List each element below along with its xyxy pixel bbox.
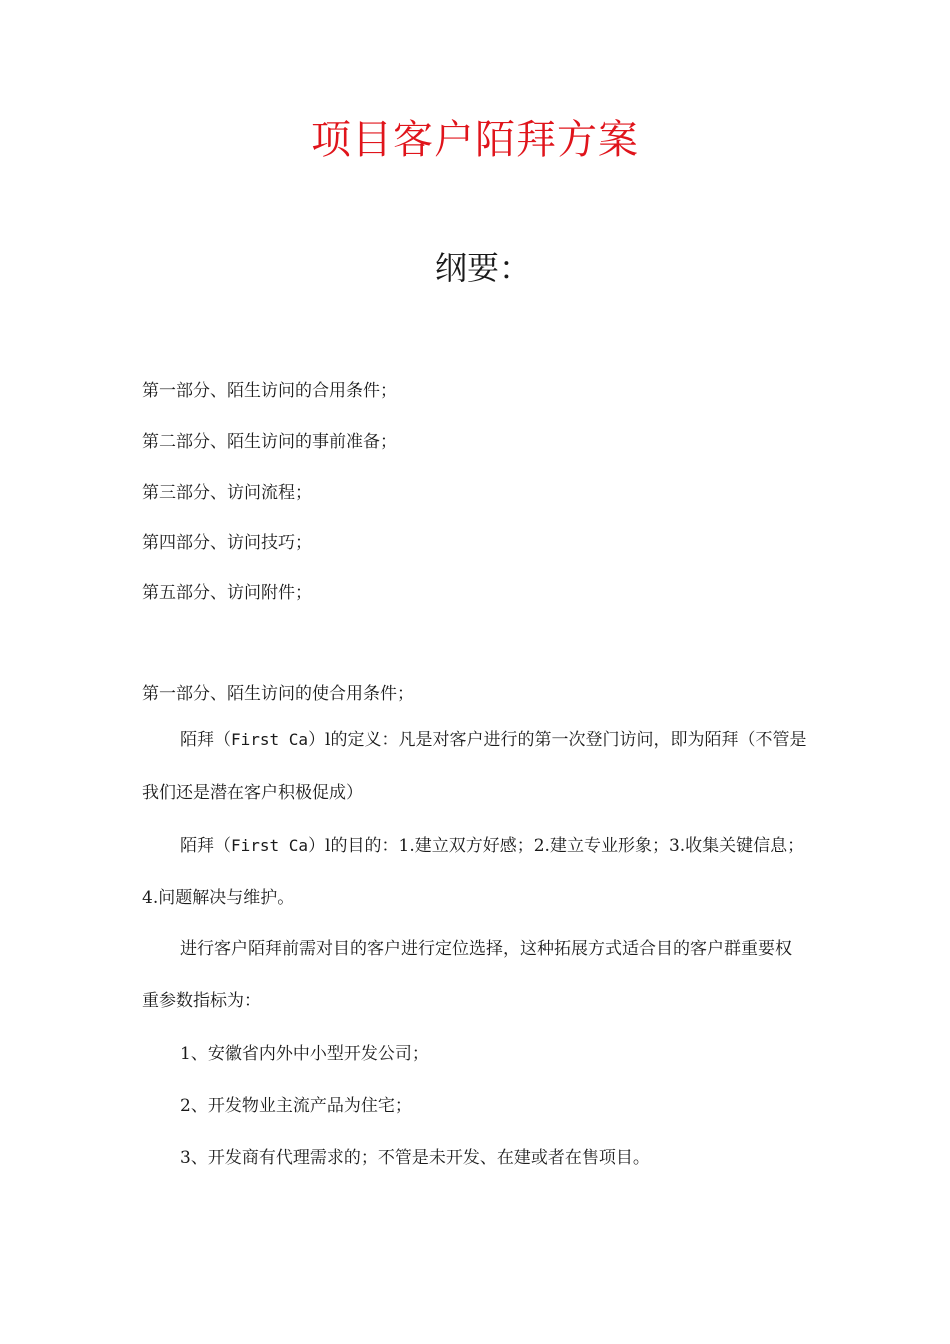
section1-heading: 第一部分、陌生访问的使合用条件；: [142, 684, 414, 704]
outline-item-3: 第三部分、访问流程；: [142, 483, 312, 503]
definition-prefix: 陌拜（: [180, 730, 231, 750]
definition-text: ）l的定义：凡是对客户进行的第一次登门访问，即为陌拜（不管是: [308, 730, 807, 750]
target-paragraph-line-2: 重参数指标为：: [142, 991, 261, 1011]
definition-paragraph-line-1: [180, 728, 807, 752]
document-title: 项目客户陌拜方案: [311, 117, 639, 163]
definition-term: First Ca: [231, 730, 309, 749]
purpose-text: ）l的目的：1.建立双方好感；2.建立专业形象；3.收集关键信息；: [308, 836, 805, 856]
outline-item-2: 第二部分、陌生访问的事前准备；: [142, 432, 397, 452]
purpose-paragraph-line-2: 4.问题解决与维护。: [142, 888, 295, 908]
outline-heading: 纲要：: [434, 249, 531, 287]
target-paragraph-line-1: 进行客户陌拜前需对目的客户进行定位选择，这种拓展方式适合目的客户群重要权: [180, 939, 792, 959]
definition-paragraph-line-2: 我们还是潜在客户积极促成）: [142, 783, 363, 803]
outline-item-1: 第一部分、陌生访问的合用条件；: [142, 381, 397, 401]
criteria-item-2: 2、开发物业主流产品为住宅；: [180, 1096, 412, 1116]
outline-item-4: 第四部分、访问技巧；: [142, 533, 312, 553]
criteria-item-1: 1、安徽省内外中小型开发公司；: [180, 1044, 429, 1064]
purpose-paragraph-line-1: [180, 834, 804, 858]
purpose-prefix: 陌拜（: [180, 836, 231, 856]
purpose-term: First Ca: [231, 836, 309, 855]
outline-item-5: 第五部分、访问附件；: [142, 583, 312, 603]
criteria-item-3: 3、开发商有代理需求的；不管是未开发、在建或者在售项目。: [180, 1148, 650, 1168]
